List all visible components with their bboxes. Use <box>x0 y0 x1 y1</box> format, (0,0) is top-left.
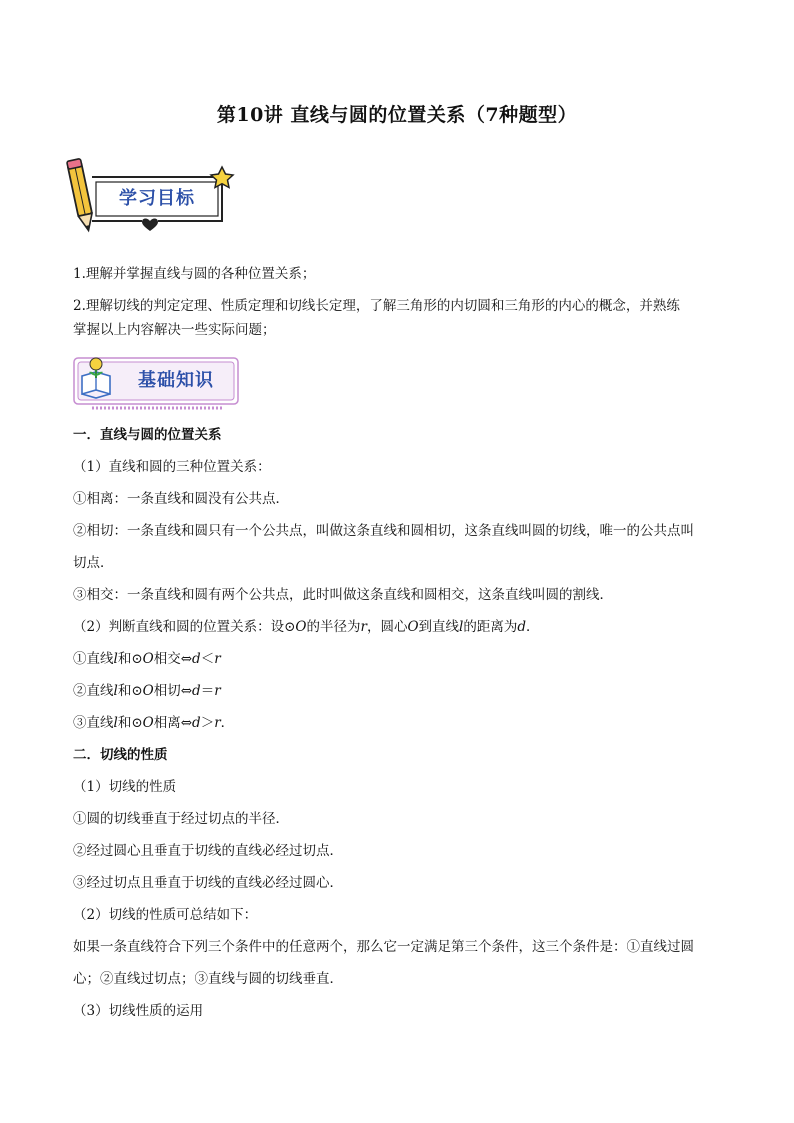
r1-o: O <box>142 651 154 667</box>
sub2-p5: 的距离为 <box>463 619 518 635</box>
section1-item3: ③相交：一条直线和圆有两个公共点，此时叫做这条直线和圆相交，这条直线叫圆的割线． <box>73 587 613 603</box>
section1-item2a: ②相切：一条直线和圆只有一个公共点，叫做这条直线和圆相切，这条直线叫圆的切线，唯一的公共点叫 <box>73 523 694 539</box>
goal-line-2: 2.理解切线的判定定理、性质定理和切线长定理，了解三角形的内切圆和三角形的内心的概念，并熟练 <box>73 298 680 314</box>
r2-a: ②直线 <box>73 683 114 699</box>
r1-c: 相交⇔ <box>153 651 193 667</box>
section1-item1: ①相离：一条直线和圆没有公共点． <box>73 491 289 507</box>
section2-item3: ③经过切点且垂直于切线的直线必经过圆心． <box>73 875 343 891</box>
sub2-v2: r <box>360 619 367 635</box>
r1-d: d <box>192 651 201 667</box>
goal-line-3: 掌握以上内容解决一些实际问题； <box>73 322 276 338</box>
r2-l: l <box>113 683 118 699</box>
r2-c: 相切⇔ <box>153 683 193 699</box>
section2-item1: ①圆的切线垂直于经过切点的半径． <box>73 811 289 827</box>
section1-item2b: 切点． <box>73 555 114 571</box>
relation-separate <box>73 713 733 733</box>
r3-a: ③直线 <box>73 715 114 731</box>
r1-rel: ＜ <box>200 651 215 667</box>
r3-o: O <box>142 715 154 731</box>
section1-sub1: （1）直线和圆的三种位置关系： <box>73 459 271 475</box>
r3-rel: ＞ <box>200 715 215 731</box>
sub2-v3: O <box>407 619 419 635</box>
r1-r: r <box>214 651 221 667</box>
sub2-p4: 到直线 <box>418 619 460 635</box>
r3-end: ． <box>220 715 235 731</box>
r2-rel: ＝ <box>200 683 215 699</box>
basic-knowledge-badge <box>72 354 244 414</box>
sub2-p1: （2）判断直线和圆的位置关系：设⊙ <box>73 619 296 635</box>
section2-sub1: （1）切线的性质 <box>73 779 177 795</box>
r2-d: d <box>192 683 201 699</box>
relation-tangent <box>73 681 733 701</box>
sub2-v1: O <box>295 619 307 635</box>
r1-a: ①直线 <box>73 651 114 667</box>
r3-d: d <box>192 715 201 731</box>
sub2-p2: 的半径为 <box>306 619 361 635</box>
relation-intersect <box>73 649 733 669</box>
section2-sub2: （2）切线的性质可总结如下： <box>73 907 258 923</box>
section2-item2: ②经过圆心且垂直于切线的直线必经过切点． <box>73 843 343 859</box>
r2-b: 和⊙ <box>117 683 143 699</box>
section2-sub3: （3）切线性质的运用 <box>73 1003 204 1019</box>
section1-heading: 一．直线与圆的位置关系 <box>73 427 222 443</box>
r2-o: O <box>142 683 154 699</box>
section2-para-a: 如果一条直线符合下列三个条件中的任意两个，那么它一定满足第三个条件，这三个条件是：①直线过圆 <box>73 939 694 955</box>
page-title: 第10讲 直线与圆的位置关系（7种题型） <box>216 104 578 126</box>
sub2-p6: ． <box>526 619 540 635</box>
r3-c: 相离⇔ <box>153 715 193 731</box>
goal-line-1: 1.理解并掌握直线与圆的各种位置关系； <box>73 266 316 282</box>
section1-sub2 <box>73 617 733 637</box>
r3-r: r <box>214 715 221 731</box>
r1-b: 和⊙ <box>117 651 143 667</box>
sub2-p3: ，圆心 <box>366 619 408 635</box>
r3-l: l <box>113 715 118 731</box>
r1-l: l <box>113 651 118 667</box>
section2-para-b: 心；②直线过切点；③直线与圆的切线垂直． <box>73 971 343 987</box>
basic-knowledge-label: 基础知识 <box>138 370 214 391</box>
learning-goals-label: 学习目标 <box>119 188 195 209</box>
section2-heading: 二．切线的性质 <box>73 747 168 763</box>
r3-b: 和⊙ <box>117 715 143 731</box>
learning-goals-badge <box>62 155 242 237</box>
sub2-v5: d <box>517 619 527 635</box>
sub2-v4: l <box>459 619 464 635</box>
r2-r: r <box>214 683 221 699</box>
